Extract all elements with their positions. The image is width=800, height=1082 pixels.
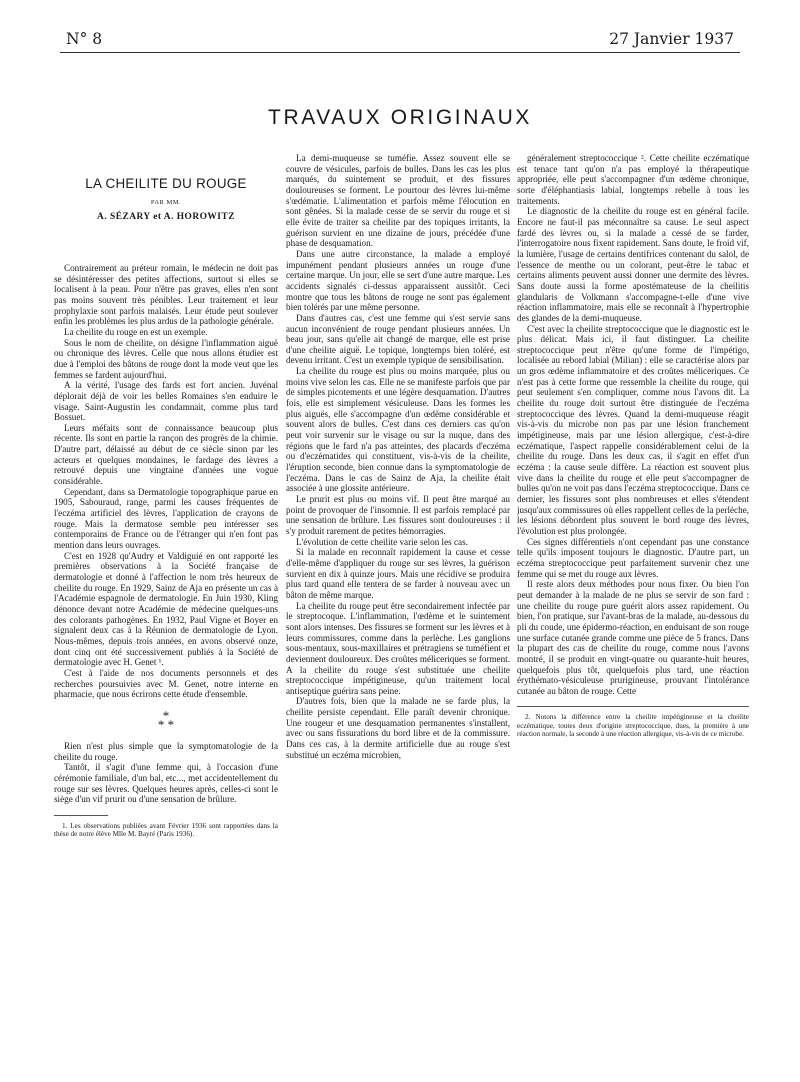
paragraph: Le diagnostic de la cheilite du rouge est en général facile. Encore ne faut-il pas méconnaître sa cause. Le seul aspect fardé des lèvres ou, si la malade a cessé de se farder, l'interrogatoire nous fixent rapidement. Sans doute, le froid vif, la lumière, l'usage de certains dentifrices contenant du salol, de l'essence de menthe ou un colorant, peut-être le tabac et certains aliments peuvent aussi donner une dermite des lèvres. Sans doute aussi la forme apostémateuse de la cheilitis glandularis de Volkmann s'accompagne-t-elle d'une vive réaction inflammatoire, mais elle se reconnaît à l'hypertrophie des glandes de la demi-muqueuse. bbox=[517, 206, 749, 323]
paragraph: L'évolution de cette cheilite varie selon les cas. bbox=[296, 536, 468, 547]
paragraph: Le prurit est plus ou moins vif. Il peut être marqué au point de provoquer de l'insomnie. Il est parfois remplacé par une sensation de brûlure. Les fissures sont douloureuses : il s'y produit rarement de petites hémorragies. bbox=[286, 494, 510, 536]
footnote-1: 1. Les observations publiées avant Février 1936 sont rapportées dans la thèse de notre élève Mlle M. Bayré (Paris 1936). bbox=[54, 821, 278, 839]
paragraph: C'est avec la cheilite streptococcique que le diagnostic est le plus délicat. Mais ici, il faut distinguer. La cheilite streptococcique peut n'être qu'une forme de l'impétigo, localisée au rebord labial (Milian) : elle se caractérise alors par un gros œdème inflammatoire et des croûtes méliceriques. Ce n'est pas à cette forme que ressemble la cheilite du rouge, qui peut seulement s'en compliquer, comme nous l'avons dit. La cheilite du rouge doit surtout être distinguée de l'eczéma streptococcique des lèvres. Quand la demi-muqueuse réagit vis-à-vis du microbe non pas par une lésion franchement impétigineuse, mais par une lésion allergique, c'est-à-dire eczématique, l'aspect rappelle considérablement celui de la cheilite du rouge. Dans les deux cas, il s'agit en effet d'un eczéma : la cause seule diffère. La réaction est souvent plus vive dans la cheilite du rouge et elle peut s'accompagner de bulles qu'on ne voit pas dans l'eczéma streptococcique. Dans ce dernier, les fissures sont plus nombreuses et elles s'étendent jusqu'aux commissures où elles rappellent celles de la perlèche, les lésions débordent plus souvent le bord rouge des lèvres, l'évolution est plus prolongée. bbox=[517, 323, 749, 536]
footnote-rule bbox=[517, 706, 749, 707]
page-header bbox=[66, 30, 734, 54]
paragraph: Cependant, dans sa Dermatologie topographique parue en 1905, Sabouraud, range, parmi les causes fréquentes de l'eczéma artificiel des lèvres, l'application de crayons de rouge. Mais la dermatose semble peu intéresser ses contemporains de France ou de l'étranger qui n'en font pas mention dans leurs ouvrages. bbox=[54, 486, 278, 551]
column-3 bbox=[517, 153, 749, 1065]
paragraph: Ces signes différentiels n'ont cependant pas une constance telle qu'ils imposent toujours le diagnostic. D'autre part, un eczéma streptococcique peut parfaitement survenir chez une femme qui se met du rouge aux lèvres. bbox=[517, 536, 749, 579]
paragraph: C'est à l'aide de nos documents personnels et des recherches poursuivies avec M. Genet, notre interne en pharmacie, que nous écrirons cette étude d'ensemble. bbox=[54, 667, 278, 700]
paragraph: La cheilite du rouge peut être secondairement infectée par le streptocoque. L'inflammation, l'œdème et le suintement sont alors intenses. Des fissures se forment sur les lèvres et à leurs commissures, comme dans la perlèche. Les ganglions sous-mentaux, sous-maxillaires et prétragiens se tuméfient et deviennent douloureux. Des croûtes méliceriques se forment. A la cheilite du rouge s'est substituée une cheilite streptococcique impétigineuse, qu'un traitement local antiseptique guérira sans peine. bbox=[286, 600, 510, 696]
issue-date: 27 Janvier 1937 bbox=[609, 30, 734, 48]
paragraph: Rien n'est plus simple que la symptomatologie de la cheilite du rouge. bbox=[54, 740, 278, 762]
paragraph: A la vérité, l'usage des fards est fort ancien. Juvénal déplorait déjà de voir les belles Romaines s'en enduire le visage. Saint-Augustin les condamnait, comme plus tard Bossuet. bbox=[54, 380, 278, 423]
paragraph: Tantôt, il s'agit d'une femme qui, à l'occasion d'une cérémonie familiale, d'un bal, etc..., met accidentellement du rouge sur ses lèvres. Quelques heures après, celles-ci sont le siège d'un vif prurit ou d'une sensation de brûlure. bbox=[54, 762, 278, 805]
paragraph: Leurs méfaits sont de connaissance beaucoup plus récente. Ils sont en partie la rançon des progrès de la chimie. D'autre part, délaissé au début de ce siècle sinon par les acteurs et quelques mondaines, le fardage des lèvres a retrouvé depuis une vingtaine d'années une vogue considérable. bbox=[54, 422, 278, 487]
article-authors: A. SÉZARY et A. HOROWITZ bbox=[97, 212, 235, 223]
paragraph: La demi-muqueuse se tuméfie. Assez souvent elle se couvre de vésicules, parfois de bulles. Dans les cas les plus marqués, du suintement se produit, et des fissures douloureuses se forment. Le pourtour des lèvres lui-même s'œdématie. L'alimentation et parfois même l'élocution en sont gênées. Si la malade cesse de se servir du rouge et si elle évite de traiter sa cheilite par des topiques irritants, la guérison survient en une dizaine de jours, précédée d'une phase de desquamation. bbox=[286, 153, 510, 249]
issue-number: N° 8 bbox=[66, 30, 103, 48]
paragraph: Si la malade en reconnaît rapidement la cause et cesse d'elle-même d'appliquer du rouge sur ses lèvres, la guérison survient en dix à quinze jours. Mais une récidive se produira plus tard quand elle tentera de se farder à nouveau avec un bâton de même marque. bbox=[286, 547, 510, 600]
paragraph: généralement streptococcique ². Cette cheilite eczématique est tenace tant qu'on n'a pas employé la thérapeutique appropriée, elle peut s'accompagner d'un œdème chronique, sorte d'éléphantiasis labial, longtemps rebelle à tous les traitements. bbox=[517, 153, 749, 206]
asterism-separator: * * * bbox=[157, 707, 175, 732]
article-title: LA CHEILITE DU ROUGE bbox=[85, 176, 247, 191]
column-1 bbox=[54, 153, 278, 1065]
section-title: TRAVAUX ORIGINAUX bbox=[268, 106, 532, 130]
paragraph: Sous le nom de cheilite, on désigne l'inflammation aiguë ou chronique des lèvres. Celle que nous allons étudier est due à l'emploi des bâtons de rouge dont la mode veut que les femmes se fardent aujourd'hui. bbox=[54, 337, 278, 380]
paragraph: La cheilite du rouge en est un exemple. bbox=[64, 326, 208, 337]
paragraph: C'est en 1928 qu'Audry et Valdiguié en ont rapporté les premières observations à la Société française de dermatologie et donné à l'affection le nom très heureux de cheilite du rouge. En 1929, Sainz de Aja en présente un cas à l'Académie espagnole de dermatologie. En Juin 1930, Kling dénonce devant notre Académie de médecine quelques-uns des colorants pathogènes. En 1932, Paul Vigne et Boyer en signalent deux cas à la Réunion de dermatologie de Lyon. Nous-mêmes, depuis trois années, en avons observé onze, dont cinq ont été successivement publiés à la Société de dermatologie avec H. Genet ¹. bbox=[54, 550, 278, 668]
paragraph: D'autres fois, bien que la malade ne se farde plus, la cheilite persiste cependant. Elle paraît devenir chronique. Une rougeur et une desquamation permanentes s'installent, avec ou sans fissurations du bord libre et de la commissure. Dans ces cas, à la dermite artificielle due au rouge s'est substitué un eczéma microbien, bbox=[286, 696, 510, 760]
footnote-rule bbox=[54, 815, 108, 816]
paragraph: Il reste alors deux méthodes pour nous fixer. Ou bien l'on peut demander à la malade de ne plus se servir de son fard : une cheilite du rouge pure guérit alors assez rapidement. Ou bien, l'on pratique, sur l'avant-bras de la malade, au-dessous du pli du coude, une épidermo-réaction, en enduisant de son rouge une surface cutanée grande comme une pièce de 5 francs. Dans la plupart des cas de cheilite du rouge, comme nous l'avons montré, il se produit en vingt-quatre ou quarante-huit heures, quelquefois plus tôt, quelquefois plus tard, une réaction érythémato-vésiculeuse prurigineuse, prouvant l'intolérance cutanée au bâton de rouge. Cette bbox=[517, 579, 749, 696]
paragraph: La cheilite du rouge est plus ou moins marquée, plus ou moins vive selon les cas. Elle ne se manifeste parfois que par de simples picotements et une légère desquamation. D'autres fois, elle est simplement vésiculeuse. Dans les formes les plus aiguës, elle s'accompagne d'un œdème considérable et souvent alors de bulles. C'est dans ces derniers cas qu'on peut voir survenir sur le visage ou sur la nuque, dans des régions que le fard n'a pas atteintes, des placards d'eczéma ou d'eczématides qui constituent, vis-à-vis de la cheilite, l'éruption seconde, bien connue dans la symptomatologie de l'eczéma. Dans le cas de Sainz de Aja, la cheilite était associée à une glossite antérieure. bbox=[286, 366, 510, 494]
paragraph: Contrairement au préteur romain, le médecin ne doit pas se désintéresser des petites affections, surtout si elles se localisent à la peau. Pour n'être pas graves, elles n'en sont pas moins souvent très pénibles. Leur traitement et leur prophylaxie sont parfois malaisés. Leur étude peut soulever enfin les problèmes les plus ardus de la pathologie générale. bbox=[54, 262, 278, 327]
header-rule bbox=[60, 52, 740, 53]
article-byline: PAR MM. bbox=[150, 198, 182, 206]
paragraph: Dans d'autres cas, c'est une femme qui s'est servie sans aucun inconvénient de rouge pendant plusieurs années. Un beau jour, sans qu'elle ait changé de marque, elle est prise d'une cheilite aiguë. Le topique, longtemps bien toléré, est devenu irritant. C'est un exemple typique de sensibilisation. bbox=[286, 312, 510, 366]
paragraph: Dans une autre circonstance, la malade a employé impunément pendant plusieurs années un rouge d'une certaine marque. Un jour, elle se sert d'une autre marque. Les accidents signalés ci-dessus apparaissent aussitôt. Ceci montre que tous les bâtons de rouge ne sont pas également bien tolérés par une même personne. bbox=[286, 248, 510, 313]
footnote-2: 2. Notons la différence entre la cheilite impétigineuse et la cheilite eczématique, toutes deux d'origine streptococcique, dues, la première à une réaction normale, la seconde à une réaction allergique, vis-à-vis de ce microbe. bbox=[517, 713, 749, 739]
column-1-paragraphs bbox=[54, 263, 278, 700]
column-2 bbox=[286, 153, 510, 1065]
